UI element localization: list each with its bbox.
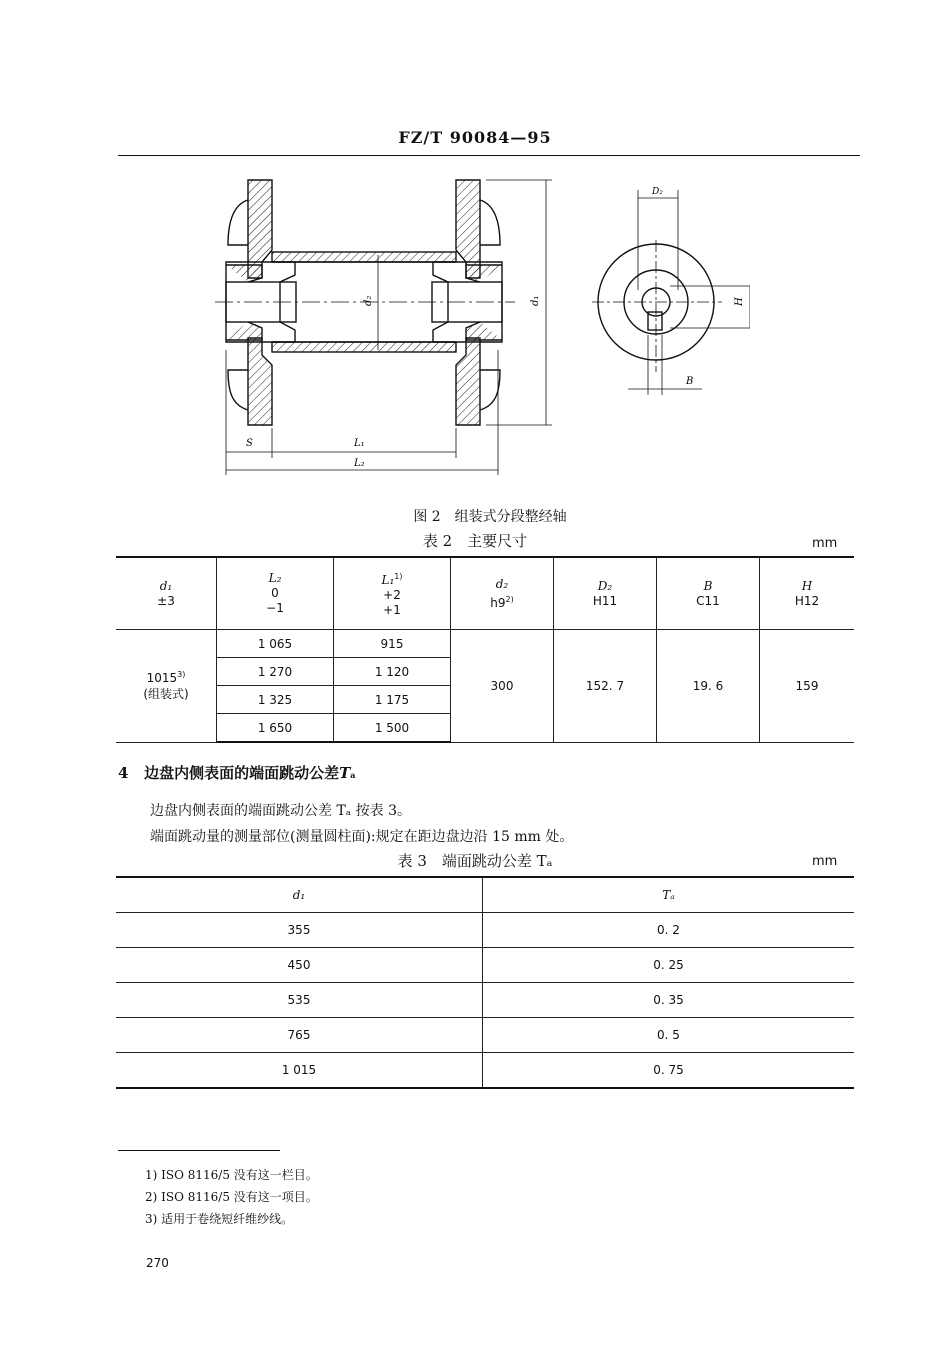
figure-caption: 图 2 组装式分段整经轴 [413,509,567,525]
label-L1: L₁ [354,438,365,449]
beam-drawing [190,170,750,480]
table3 [116,876,854,1089]
label-S: S [246,438,253,449]
table3-unit: mm [812,854,838,869]
header-B: B C11 [657,557,760,630]
section-4-para-2: 端面跳动量的测量部位(测量圆柱面):规定在距边盘边沿 15 mm 处。 [150,829,574,845]
cell-d1: 450 [116,948,483,983]
header-d2: d₂ h9$^{2)}$ [451,557,554,630]
cell-Ta: 0. 35 [483,983,855,1018]
table-row [116,1018,854,1053]
table3-header-row [116,877,854,913]
table-row [116,1053,854,1089]
table-row [116,630,854,658]
header-L2: L₂ 0 −1 [217,557,334,630]
table-row [116,913,854,948]
section-4-para-1: 边盘内侧表面的端面跳动公差 Tₐ 按表 3。 [150,803,411,819]
cell-d2: 300 [451,630,554,743]
header-d1: d₁ ±3 [116,557,217,630]
cell-L1: 1 175 [334,686,451,714]
table2 [116,556,854,743]
table2-header-row [116,557,854,630]
section-4-heading: 4 边盘内侧表面的端面跳动公差Ta [118,764,356,782]
cell-L2: 1 650 [217,714,334,743]
cell-B: 19. 6 [657,630,760,743]
cell-L1: 1 120 [334,658,451,686]
header-L1: L₁$^{1)}$ +2 +1 [334,557,451,630]
label-D2: D₂ [652,187,663,197]
header-D2: D₂ H11 [554,557,657,630]
cell-L2: 1 270 [217,658,334,686]
label-H: H [734,297,745,306]
header-H: H H12 [760,557,855,630]
header-rule [118,155,860,156]
document-code: FZ/T 90084—95 [398,128,552,147]
header-d1: d₁ [116,877,483,913]
cell-d1: 1015$^{3)}$ (组装式) [116,630,217,743]
cell-H: 159 [760,630,855,743]
label-L2: L₂ [354,458,365,469]
label-d1: d₁ [530,295,541,306]
page-number: 270 [146,1256,169,1270]
cell-d1: 535 [116,983,483,1018]
cell-L1: 1 500 [334,714,451,743]
cell-Ta: 0. 2 [483,913,855,948]
label-B: B [686,376,694,387]
table-row [116,983,854,1018]
cell-L1: 915 [334,630,451,658]
cell-L2: 1 065 [217,630,334,658]
table3-caption: 表 3 端面跳动公差 Tₐ [397,852,553,870]
cell-d1: 355 [116,913,483,948]
cell-Ta: 0. 5 [483,1018,855,1053]
cell-d1: 765 [116,1018,483,1053]
cell-d1: 1 015 [116,1053,483,1089]
footnote-1: 1) ISO 8116/5 没有这一栏目。 [145,1168,318,1182]
cell-L2: 1 325 [217,686,334,714]
table2-caption: 表 2 主要尺寸 [422,532,528,550]
cell-D2: 152. 7 [554,630,657,743]
label-d2: d₂ [363,295,374,306]
table2-unit: mm [812,536,838,551]
header-Ta: Tₐ [483,877,855,913]
cell-Ta: 0. 25 [483,948,855,983]
table-row [116,948,854,983]
cell-Ta: 0. 75 [483,1053,855,1089]
footnote-2: 2) ISO 8116/5 没有这一项目。 [145,1190,318,1204]
footnote-rule [118,1150,280,1151]
footnote-3: 3) 适用于卷绕短纤维纱线。 [145,1212,294,1226]
